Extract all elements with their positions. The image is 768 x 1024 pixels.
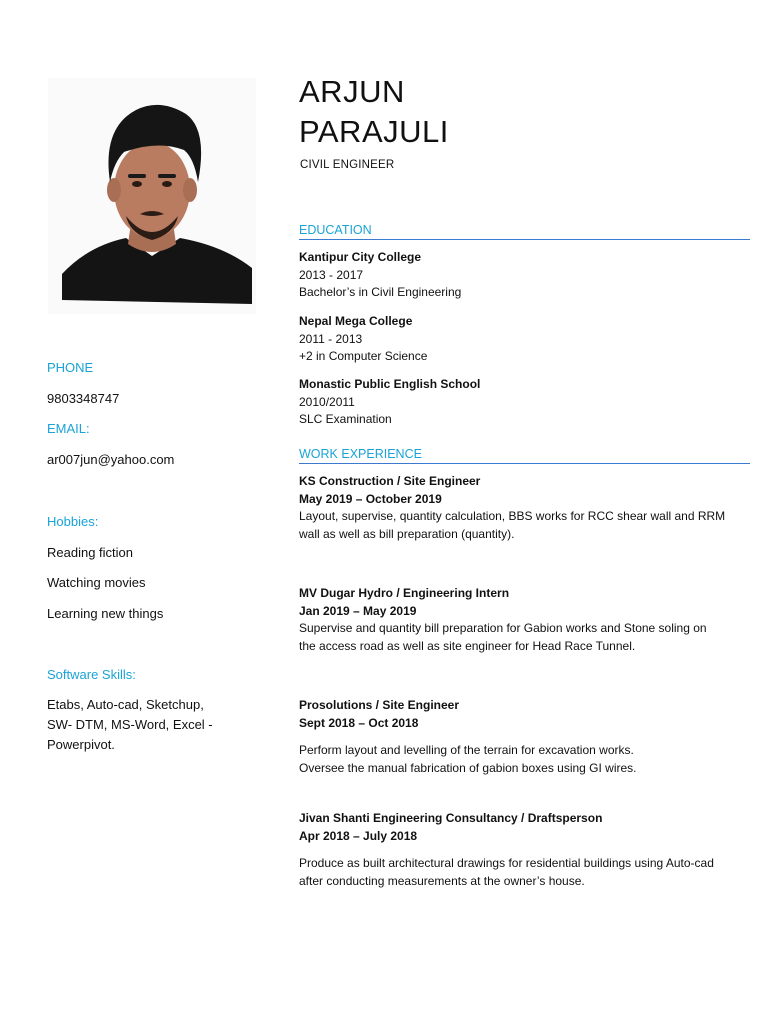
education-entry [299, 376, 754, 429]
email-address: ar007jun@yahoo.com [47, 452, 175, 467]
school-years: 2013 - 2017 [299, 267, 364, 282]
education-entry [299, 313, 754, 366]
job-description-line: after conducting measurements at the owner’s house. [299, 873, 585, 888]
first-name: ARJUN [299, 74, 405, 109]
job-dates: Sept 2018 – Oct 2018 [299, 715, 419, 730]
phone-label: PHONE [47, 360, 94, 375]
experience-entry [299, 585, 754, 655]
email-label: EMAIL: [47, 421, 90, 436]
hobby-item: Learning new things [47, 606, 164, 621]
job-description-line: Supervise and quantity bill preparation for Gabion works and Stone soling on [299, 621, 707, 635]
work-experience-heading: WORK EXPERIENCE [299, 447, 750, 464]
job-role: Prosolutions / Site Engineer [299, 698, 460, 712]
job-description-line: the access road as well as site engineer for Head Race Tunnel. [299, 638, 636, 653]
software-skills-list [47, 695, 247, 755]
phone-number: 9803348747 [47, 391, 120, 406]
school-years: 2011 - 2013 [299, 331, 363, 346]
software-skills-line: SW- DTM, MS-Word, Excel - [47, 717, 213, 732]
full-name [299, 72, 449, 152]
software-skills-line: Etabs, Auto-cad, Sketchup, [47, 697, 204, 712]
school-degree: Bachelor’s in Civil Engineering [299, 285, 462, 299]
experience-entry [299, 473, 754, 543]
job-role: MV Dugar Hydro / Engineering Intern [299, 586, 510, 600]
job-title: CIVIL ENGINEER [300, 159, 395, 171]
experience-entry [299, 697, 754, 777]
software-skills-line: Powerpivot. [47, 737, 115, 752]
job-description-line: Produce as built architectural drawings for residential buildings using Auto-cad [299, 856, 714, 870]
school-name: Kantipur City College [299, 250, 422, 264]
profile-photo [48, 78, 256, 314]
job-description-line: Layout, supervise, quantity calculation, BBS works for RCC shear wall and RRM [299, 509, 726, 523]
job-description-line: Perform layout and levelling of the terrain for excavation works. [299, 743, 634, 757]
software-skills-label: Software Skills: [47, 667, 136, 682]
job-dates: Jan 2019 – May 2019 [299, 603, 417, 618]
hobby-item: Reading fiction [47, 545, 133, 560]
school-name: Nepal Mega College [299, 314, 413, 328]
job-role: Jivan Shanti Engineering Consultancy / Draftsperson [299, 811, 603, 825]
school-name: Monastic Public English School [299, 377, 481, 391]
person-portrait-icon [48, 78, 256, 314]
education-heading: EDUCATION [299, 223, 750, 240]
job-dates: May 2019 – October 2019 [299, 491, 442, 506]
hobby-item: Watching movies [47, 575, 146, 590]
job-description-line: Oversee the manual fabrication of gabion boxes using GI wires. [299, 760, 637, 775]
education-entry [299, 249, 754, 302]
school-degree: +2 in Computer Science [299, 349, 428, 363]
school-years: 2010/2011 [299, 394, 355, 409]
job-dates: Apr 2018 – July 2018 [299, 828, 418, 843]
experience-entry [299, 810, 754, 890]
last-name: PARAJULI [299, 114, 449, 149]
job-description-line: wall as well as bill preparation (quantity). [299, 526, 515, 541]
hobbies-label: Hobbies: [47, 514, 99, 529]
job-role: KS Construction / Site Engineer [299, 474, 481, 488]
school-degree: SLC Examination [299, 412, 392, 426]
